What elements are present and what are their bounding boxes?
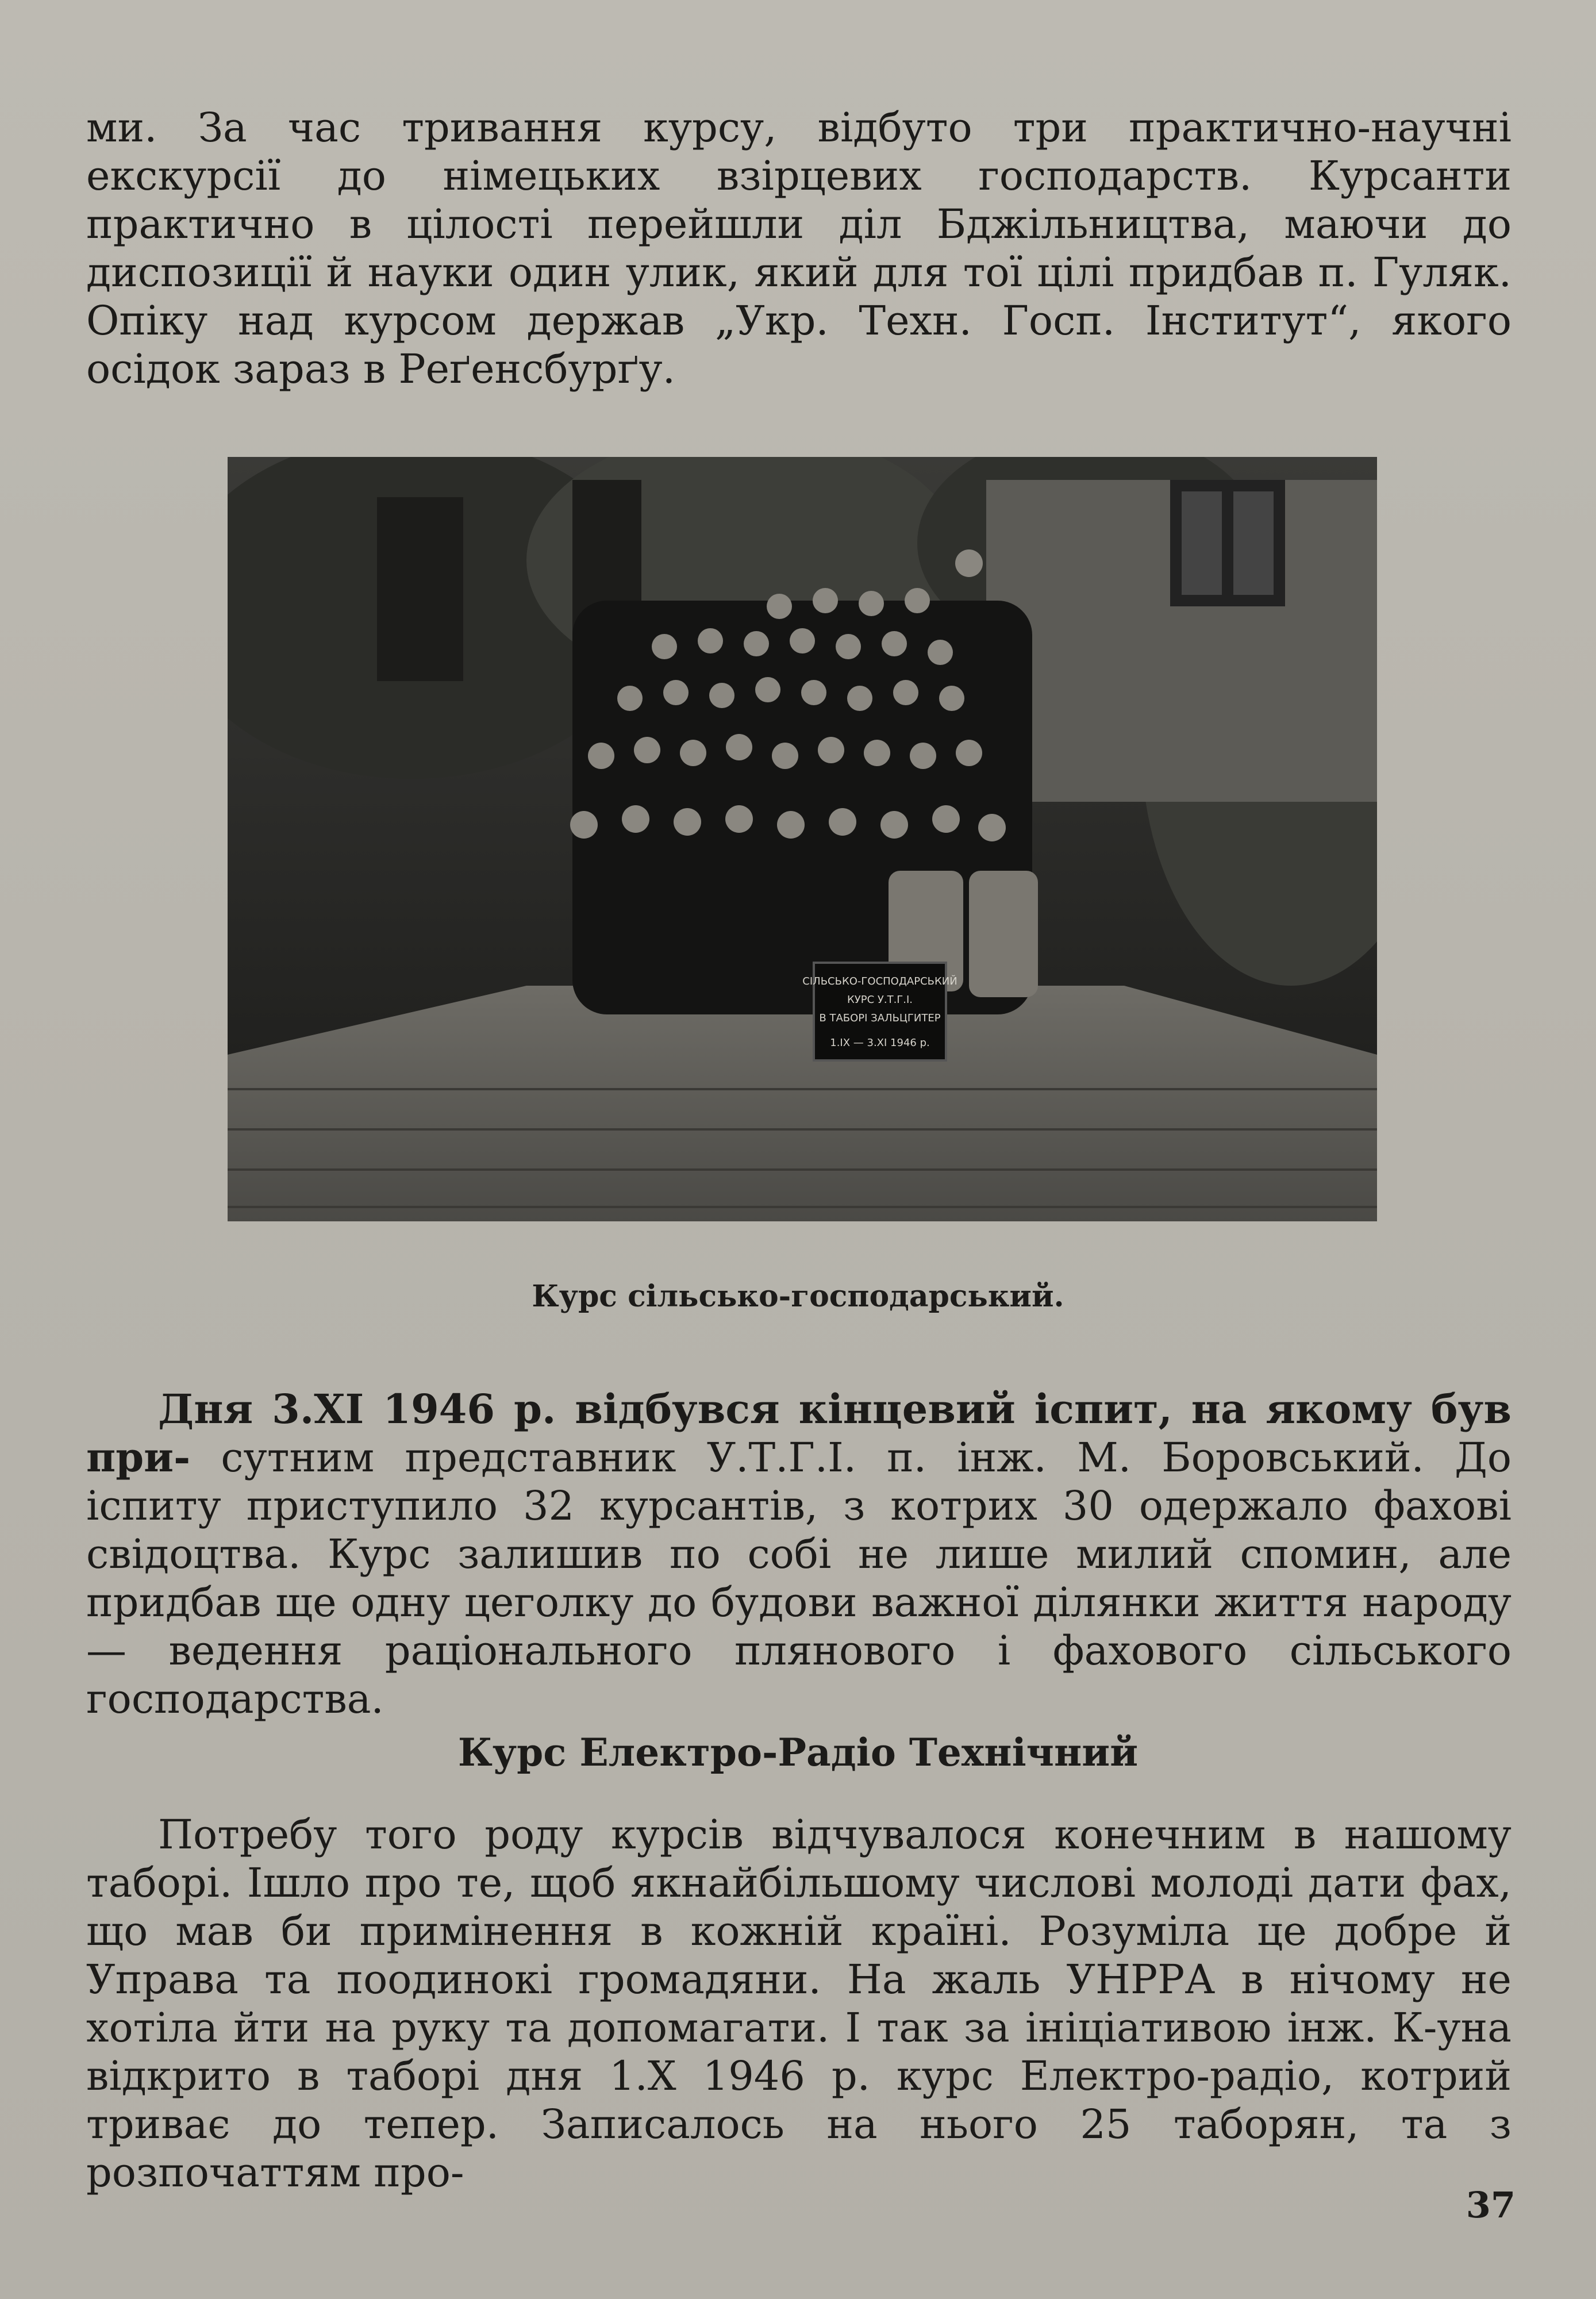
electro-paragraph-text: Потребу того роду курсів відчувалося конечним в нашому таборі. Ішло про те, щоб якнайбільшому числові молоді дати фах, що мав би примінення в кожній країні. Розуміла це добре й Управа та поодинокі громадяни. На жаль УНРРА в нічому не хотіла йти на руку та допомагати. І так за ініціативою інж. К-уна відкрито в таборі дня 1.X 1946 р. курс Електро-радіо, котрий триває до тепер. Записалось на нього 25 таборян, та з розпочаттям про-	[86, 1811, 1512, 2196]
exam-paragraph-lead: Дня 3.XI 1946 р. відбувся кінцевий іспит, на якому був при-	[86, 1385, 1512, 1481]
sign-line-3: В ТАБОРІ ЗАЛЬЦГИТЕР	[819, 1012, 941, 1024]
page-number: 37	[1466, 2184, 1516, 2226]
sign-line-1: СІЛЬСЬКО-ГОСПОДАРСЬКИЙ	[802, 975, 957, 987]
intro-paragraph	[86, 103, 1512, 393]
sign-line-2: КУРС У.Т.Г.І.	[847, 994, 913, 1006]
exam-paragraph	[86, 1385, 1512, 1723]
group-photo	[228, 457, 1377, 1221]
group-photo-image	[228, 457, 1377, 1221]
exam-paragraph-rest: сутним представник У.Т.Г.І. п. інж. М. Боровський. До іспиту приступило 32 курсантів, з котрих 30 одержало фахові свідоцтва. Курс залишив по собі не лише милий спомин, але придбав ще одну цеголку до будови важної ділянки життя народу — ведення раціонального плянового і фахового сільського господарства.	[86, 1434, 1512, 1723]
electro-paragraph	[86, 1810, 1512, 2197]
photo-caption: Курс сільсько-господарський.	[532, 1279, 1064, 1314]
sign-line-4: 1.IX — 3.XI 1946 р.	[830, 1037, 930, 1049]
intro-paragraph-text: ми. За час тривання курсу, відбуто три практично-научні екскурсії до німецьких взірцевих господарств. Курсанти практично в цілості перейшли діл Бджільництва, маючи до диспозиції й науки один улик, який для тої цілі придбав п. Гуляк. Опіку над курсом держав „Укр. Техн. Госп. Інститут“, якого осідок зараз в Реґенсбурґу.	[86, 104, 1512, 393]
section-heading: Курс Електро-Радіо Технічний	[457, 1730, 1139, 1775]
